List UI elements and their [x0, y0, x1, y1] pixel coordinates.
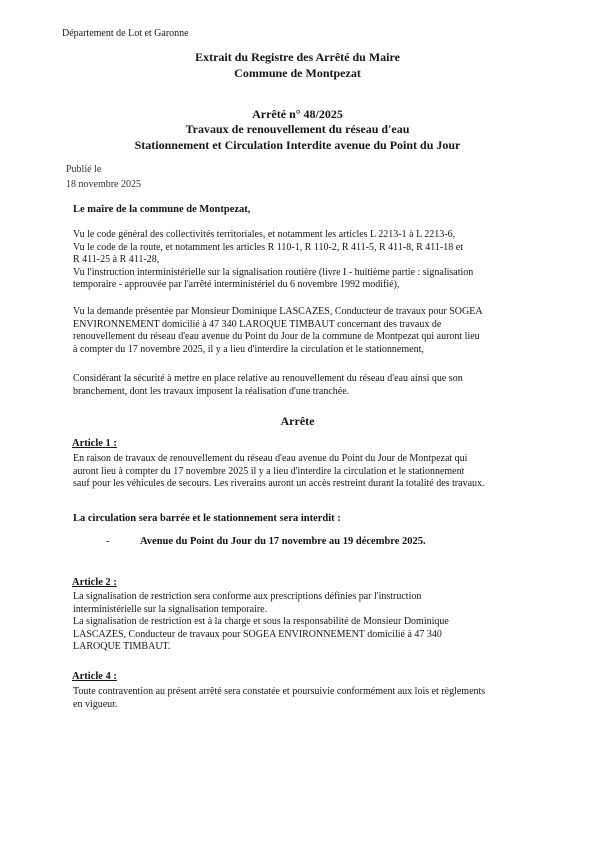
article-4-text: [73, 686, 543, 711]
mayor-line: Le maire de la commune de Montpezat,: [73, 204, 251, 215]
commune-title: Commune de Montpezat: [234, 66, 361, 80]
publication-label: Publié le: [66, 164, 102, 175]
text-line: ENVIRONNEMENT domicilié à 47 340 LAROQUE TIMBAUT concernant des travaux de: [73, 318, 442, 330]
registry-title: Extrait du Registre des Arrêté du Maire: [195, 50, 400, 64]
arrete-subject-line1: Travaux de renouvellement du réseau d'eau: [185, 122, 410, 136]
text-line: La signalisation de restriction est à la charge et sous la responsabilité de Monsieur Dominique: [73, 616, 449, 627]
text-line: Vu le code de la route, et notamment les articles R 110-1, R 110-2, R 411-5, R 411-8, R 411-18 et: [73, 241, 463, 253]
article-1-text: [73, 453, 543, 491]
text-line: temporaire - approuvée par l'arrêté interministériel du 6 novembre 1992 modifié),: [73, 279, 400, 290]
text-line: Considérant la sécurité à mettre en place relative au renouvellement du réseau d'eau ainsi que son: [73, 373, 463, 384]
text-line: En raison de travaux de renouvellement du réseau d'eau avenue du Point du Jour de Montpezat qui: [73, 453, 468, 464]
article-4-label: Article 4 :: [72, 671, 117, 682]
text-line: en vigueur.: [73, 698, 118, 710]
arrete-heading: Arrête: [280, 414, 315, 428]
text-line: LASCAZES, Conducteur de travaux pour SOGEA ENVIRONNEMENT domicilié à 47 340: [73, 628, 442, 640]
text-line: interministérielle sur la signalisation temporaire.: [73, 603, 268, 615]
article-1-label: Article 1 :: [72, 438, 117, 449]
department-label: Département de Lot et Garonne: [62, 28, 189, 39]
text-line: branchement, dont les travaux imposent la réalisation d'une tranchée.: [73, 385, 350, 397]
text-line: R 411-25 à R 411-28,: [73, 254, 160, 265]
bullet-dash: -: [106, 536, 110, 547]
article-2-text: [73, 591, 543, 654]
text-line: La signalisation de restriction sera conforme aux prescriptions définies par l'instruction: [73, 591, 422, 602]
text-line: renouvellement du réseau d'eau avenue du Point du Jour de la commune de Montpezat qui auront lieu: [73, 331, 480, 342]
article-2-label: Article 2 :: [72, 577, 117, 588]
arrete-number: Arrêté n° 48/2025: [252, 107, 343, 121]
circulation-barred-line: La circulation sera barrée et le stationnement sera interdit :: [73, 513, 341, 524]
text-line: auront lieu à compter du 17 novembre 2025 il y a lieu d'interdire la circulation et le stationnement: [73, 465, 465, 477]
text-line: Toute contravention au présent arrêté sera constatée et poursuivie conformément aux lois et règlements: [73, 686, 486, 697]
text-line: à compter du 17 novembre 2025, il y a lieu d'interdire la circulation et le stationnement,: [73, 343, 424, 355]
text-line: LAROQUE TIMBAUT.: [73, 641, 171, 652]
text-line: Vu l'instruction interministérielle sur la signalisation routière (livre I - huitième partie : signalisation: [73, 266, 474, 278]
text-line: Vu le code général des collectivités territoriales, et notamment les articles L 2213-1 à L 2213-6,: [73, 229, 456, 240]
text-line: Vu la demande présentée par Monsieur Dominique LASCAZES, Conducteur de travaux pour SOGEA: [73, 306, 483, 317]
vu-paragraph-1: [73, 229, 543, 292]
vu-paragraph-2: [73, 306, 543, 356]
publication-date: 18 novembre 2025: [66, 179, 141, 190]
considerant-paragraph: [73, 373, 543, 398]
text-line: sauf pour les véhicules de secours. Les riverains auront un accès restreint durant la totalité des travaux.: [73, 478, 485, 489]
closure-period: Avenue du Point du Jour du 17 novembre au 19 décembre 2025.: [140, 536, 426, 547]
arrete-subject-line2: Stationnement et Circulation Interdite avenue du Point du Jour: [134, 138, 461, 152]
